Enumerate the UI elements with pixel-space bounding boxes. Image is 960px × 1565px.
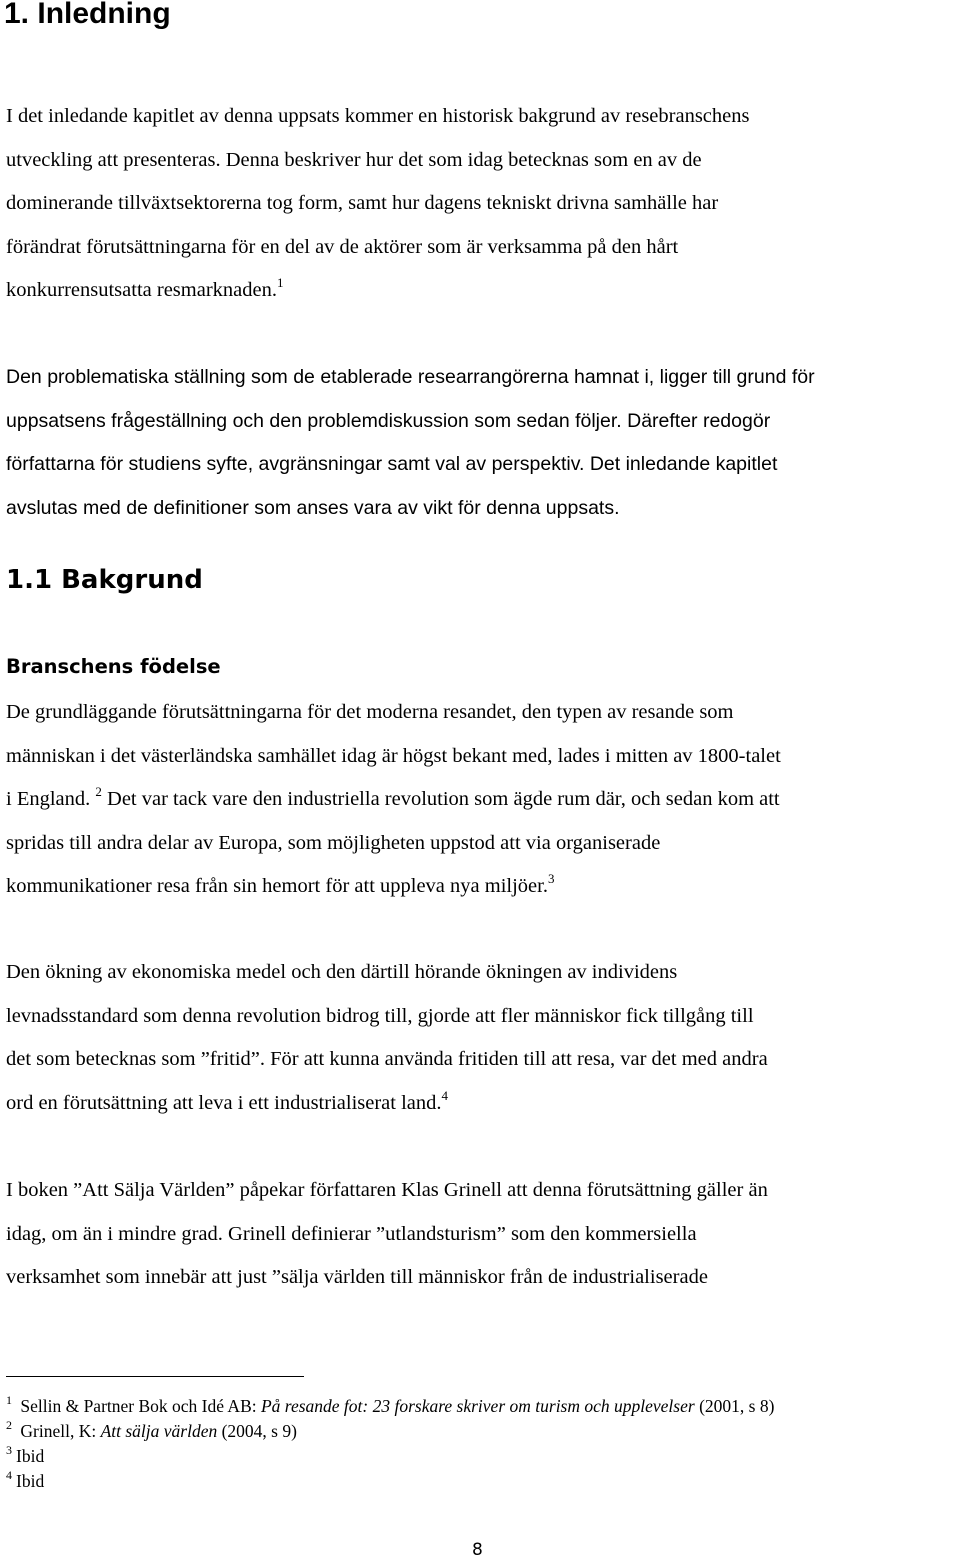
footnote-number: 2 bbox=[6, 1418, 12, 1432]
text-line: I boken ”Att Sälja Världen” påpekar författaren Klas Grinell att denna förutsättning gäller än bbox=[6, 1179, 768, 1201]
text-line: De grundläggande förutsättningarna för det moderna resandet, den typen av resande som bbox=[6, 701, 734, 723]
footnote-text: Grinell, K: bbox=[20, 1421, 101, 1441]
subsection-heading: Branschens födelse bbox=[6, 655, 221, 678]
page-number: 8 bbox=[472, 1540, 483, 1560]
background-paragraph-2 bbox=[6, 951, 958, 1125]
footnote-text: (2001, s 8) bbox=[694, 1396, 775, 1416]
text-line: spridas till andra delar av Europa, som möjligheten uppstod att via organiserade bbox=[6, 831, 661, 854]
footnote-text: Sellin & Partner Bok och Idé AB: bbox=[20, 1396, 261, 1416]
text-line bbox=[6, 1082, 958, 1126]
text-line: dominerande tillväxtsektorerna tog form, samt hur dagens tekniskt drivna samhälle har bbox=[6, 192, 719, 214]
footnote-ref: 4 bbox=[441, 1087, 449, 1103]
text-line: uppsatsens frågeställning och den problemdiskussion som sedan följer. Därefter redogör bbox=[6, 409, 771, 432]
footnote-text: Ibid bbox=[16, 1446, 45, 1466]
background-paragraph-1 bbox=[6, 691, 958, 909]
text-segment: ord en förutsättning att leva i ett industrialiserat land. bbox=[6, 1091, 442, 1114]
text-line bbox=[6, 778, 958, 822]
footnote-number: 3 bbox=[6, 1443, 12, 1457]
text-line bbox=[6, 865, 958, 909]
text-line: levnadsstandard som denna revolution bidrog till, gjorde att fler människor fick tillgång till bbox=[6, 1004, 754, 1027]
text-segment: i England. bbox=[6, 788, 91, 810]
footnote-title: På resande fot: 23 forskare skriver om turism och upplevelser bbox=[260, 1396, 695, 1416]
text-line: verksamhet som innebär att just ”sälja världen till människor från de industrialiserade bbox=[6, 1266, 708, 1288]
footnote-ref: 2 bbox=[95, 784, 102, 799]
footnotes bbox=[6, 1393, 956, 1493]
footnote-2 bbox=[6, 1418, 956, 1443]
text-line: förändrat förutsättningarna för en del av de aktörer som är verksamma på den hårt bbox=[6, 235, 679, 258]
text-line: idag, om än i mindre grad. Grinell definierar ”utlandsturism” som den kommersiella bbox=[6, 1222, 697, 1245]
text-line: människan i det västerländska samhället idag är högst bekant med, lades i mitten av 1800-talet bbox=[6, 744, 781, 767]
footnote-text: (2004, s 9) bbox=[217, 1421, 297, 1441]
text-line: det som betecknas som ”fritid”. För att kunna använda fritiden till att resa, var det med andra bbox=[6, 1048, 768, 1070]
text-line bbox=[6, 269, 958, 313]
footnote-number: 4 bbox=[6, 1468, 12, 1482]
intro-paragraph-2 bbox=[6, 356, 958, 530]
text-line: författarna för studiens syfte, avgränsningar samt val av perspektiv. Det inledande kapitlet bbox=[6, 453, 778, 475]
footnote-number: 1 bbox=[6, 1393, 12, 1407]
footnote-separator bbox=[6, 1376, 304, 1377]
text-line: Den ökning av ekonomiska medel och den därtill hörande ökningen av individens bbox=[6, 961, 678, 983]
text-segment: konkurrensutsatta resmarknaden. bbox=[6, 279, 277, 301]
footnote-ref: 1 bbox=[276, 275, 284, 290]
text-line: avslutas med de definitioner som anses vara av vikt för denna uppsats. bbox=[6, 496, 620, 519]
text-line: I det inledande kapitlet av denna uppsats kommer en historisk bakgrund av resebranschens bbox=[6, 105, 750, 127]
footnote-text: Ibid bbox=[16, 1471, 45, 1491]
section-heading: 1.1 Bakgrund bbox=[6, 565, 203, 595]
footnote-4 bbox=[6, 1468, 956, 1493]
chapter-heading: 1. Inledning bbox=[4, 0, 171, 30]
intro-paragraph-1 bbox=[6, 95, 958, 313]
text-line: utveckling att presenteras. Denna beskriver hur det som idag betecknas som en av de bbox=[6, 148, 702, 171]
footnote-ref: 3 bbox=[547, 871, 555, 886]
footnote-1 bbox=[6, 1393, 956, 1418]
text-segment: Det var tack vare den industriella revolution som ägde rum där, och sedan kom att bbox=[107, 788, 780, 810]
text-line: Den problematiska ställning som de etablerade researrangörerna hamnat i, ligger till grund för bbox=[6, 366, 815, 388]
text-segment: kommunikationer resa från sin hemort för att uppleva nya miljöer. bbox=[6, 875, 548, 897]
footnote-3 bbox=[6, 1443, 956, 1468]
footnote-title: Att sälja världen bbox=[100, 1421, 218, 1441]
background-paragraph-3 bbox=[6, 1169, 958, 1300]
